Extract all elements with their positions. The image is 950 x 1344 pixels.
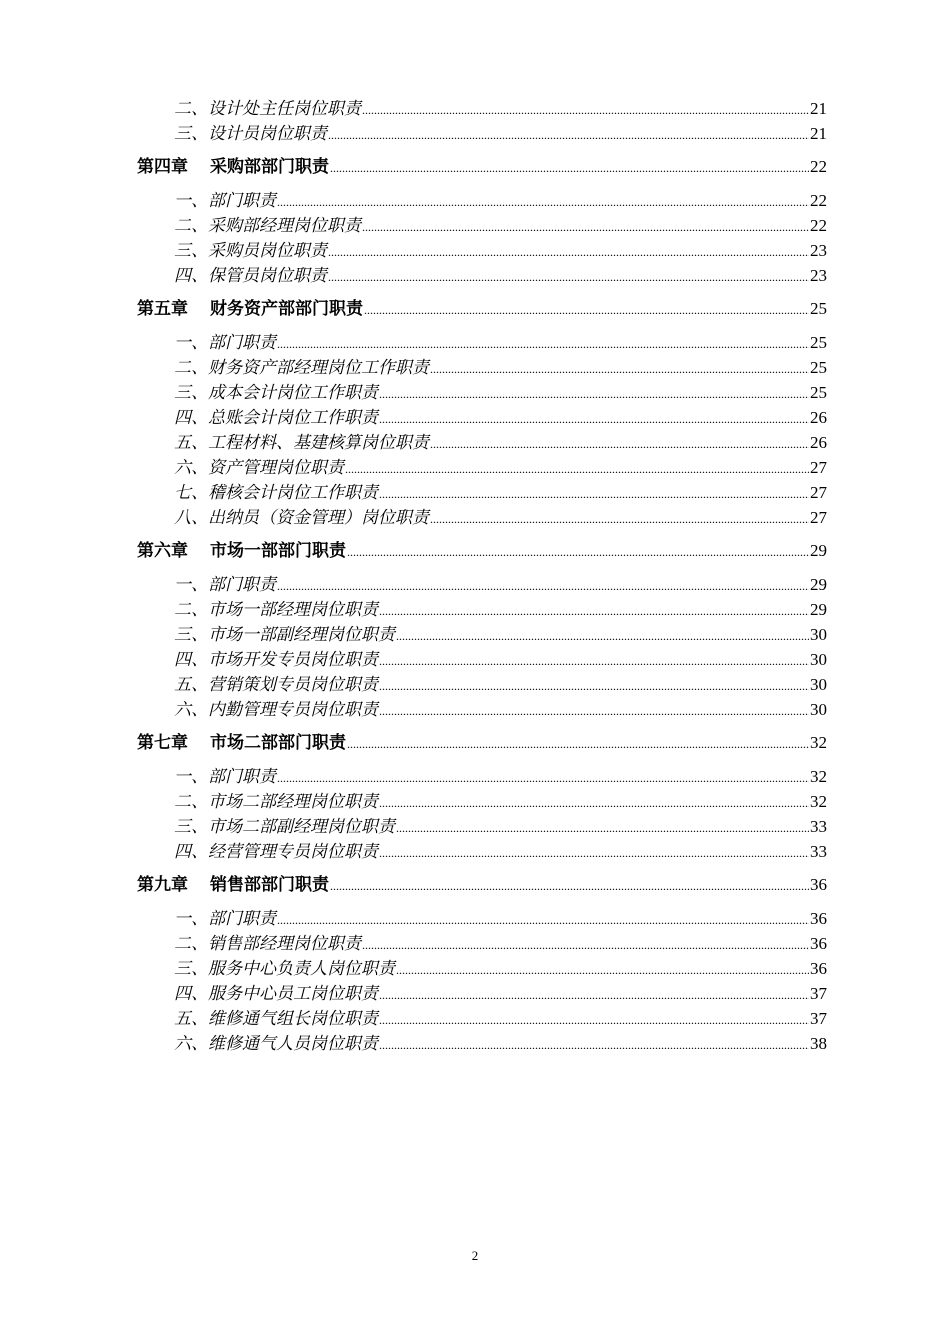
- dot-leader: [347, 732, 809, 757]
- section-title: 一、部门职责: [174, 767, 276, 786]
- toc-section-entry[interactable]: [0, 672, 827, 697]
- toc-section-entry[interactable]: [0, 355, 827, 380]
- dot-leader: [430, 357, 809, 382]
- toc-chapter-entry[interactable]: [0, 296, 827, 322]
- section-title: 四、保管员岗位职责: [174, 266, 327, 285]
- dot-leader: [379, 841, 809, 866]
- section-title: 一、部门职责: [174, 575, 276, 594]
- dot-leader: [379, 699, 809, 724]
- section-title: 二、市场二部经理岗位职责: [174, 792, 378, 811]
- section-title: 五、维修通气组长岗位职责: [174, 1009, 378, 1028]
- page-reference: 22: [810, 157, 827, 176]
- page-reference: 29: [810, 575, 827, 594]
- page-reference: 25: [810, 383, 827, 402]
- section-title: 四、总账会计岗位工作职责: [174, 408, 378, 427]
- dot-leader: [362, 933, 809, 958]
- page-reference: 30: [810, 625, 827, 644]
- toc-section-entry[interactable]: [0, 697, 827, 722]
- chapter-number: 第五章: [137, 299, 188, 318]
- chapter-number: 第四章: [137, 157, 188, 176]
- dot-leader: [379, 482, 809, 507]
- dot-leader: [362, 215, 809, 240]
- toc-section-entry[interactable]: [0, 956, 827, 981]
- page-reference: 22: [810, 191, 827, 210]
- dot-leader: [277, 766, 809, 791]
- toc-section-entry[interactable]: [0, 330, 827, 355]
- page-reference: 33: [810, 817, 827, 836]
- toc-section-entry[interactable]: [0, 96, 827, 121]
- toc-section-entry[interactable]: [0, 814, 827, 839]
- dot-leader: [277, 190, 809, 215]
- dot-leader: [330, 156, 809, 181]
- page-reference: 30: [810, 700, 827, 719]
- toc-section-entry[interactable]: [0, 263, 827, 288]
- chapter-number: 第六章: [137, 541, 188, 560]
- chapter-title: 市场二部部门职责: [210, 733, 346, 752]
- dot-leader: [396, 958, 809, 983]
- toc-section-entry[interactable]: [0, 931, 827, 956]
- section-title: 八、出纳员（资金管理）岗位职责: [174, 508, 429, 527]
- section-title: 一、部门职责: [174, 333, 276, 352]
- dot-leader: [379, 599, 809, 624]
- section-title: 三、服务中心负责人岗位职责: [174, 959, 395, 978]
- toc-chapter-entry[interactable]: [0, 538, 827, 564]
- page-reference: 29: [810, 541, 827, 560]
- dot-leader: [330, 874, 809, 899]
- toc-section-entry[interactable]: [0, 597, 827, 622]
- page-reference: 30: [810, 650, 827, 669]
- section-title: 五、工程材料、基建核算岗位职责: [174, 433, 429, 452]
- page-reference: 33: [810, 842, 827, 861]
- toc-section-entry[interactable]: [0, 839, 827, 864]
- toc-section-entry[interactable]: [0, 789, 827, 814]
- page-reference: 32: [810, 792, 827, 811]
- dot-leader: [328, 123, 809, 148]
- toc-section-entry[interactable]: [0, 480, 827, 505]
- dot-leader: [328, 265, 809, 290]
- toc-section-entry[interactable]: [0, 764, 827, 789]
- section-title: 二、财务资产部经理岗位工作职责: [174, 358, 429, 377]
- dot-leader: [396, 816, 809, 841]
- dot-leader: [328, 240, 809, 265]
- toc-section-entry[interactable]: [0, 405, 827, 430]
- dot-leader: [362, 98, 809, 123]
- dot-leader: [430, 507, 809, 532]
- page-reference: 23: [810, 266, 827, 285]
- section-title: 三、设计员岗位职责: [174, 124, 327, 143]
- toc-section-entry[interactable]: [0, 430, 827, 455]
- page-reference: 32: [810, 733, 827, 752]
- page-reference: 36: [810, 875, 827, 894]
- toc-section-entry[interactable]: [0, 1031, 827, 1056]
- dot-leader: [396, 624, 809, 649]
- section-title: 四、市场开发专员岗位职责: [174, 650, 378, 669]
- page-reference: 38: [810, 1034, 827, 1053]
- toc-section-entry[interactable]: [0, 981, 827, 1006]
- page-reference: 36: [810, 909, 827, 928]
- toc-section-entry[interactable]: [0, 505, 827, 530]
- dot-leader: [379, 674, 809, 699]
- chapter-number: 第九章: [137, 875, 188, 894]
- toc-section-entry[interactable]: [0, 213, 827, 238]
- section-title: 二、采购部经理岗位职责: [174, 216, 361, 235]
- dot-leader: [277, 908, 809, 933]
- chapter-title: 市场一部部门职责: [210, 541, 346, 560]
- page-reference: 32: [810, 767, 827, 786]
- page-reference: 37: [810, 984, 827, 1003]
- chapter-number: 第七章: [137, 733, 188, 752]
- section-title: 二、销售部经理岗位职责: [174, 934, 361, 953]
- section-title: 二、设计处主任岗位职责: [174, 99, 361, 118]
- toc-section-entry[interactable]: [0, 647, 827, 672]
- dot-leader: [430, 432, 809, 457]
- section-title: 六、资产管理岗位职责: [174, 458, 344, 477]
- toc-section-entry[interactable]: [0, 238, 827, 263]
- table-of-contents: [0, 96, 950, 1056]
- chapter-title: 采购部部门职责: [210, 157, 329, 176]
- toc-section-entry[interactable]: [0, 188, 827, 213]
- page-reference: 27: [810, 458, 827, 477]
- section-title: 三、市场二部副经理岗位职责: [174, 817, 395, 836]
- toc-section-entry[interactable]: [0, 380, 827, 405]
- toc-section-entry[interactable]: [0, 1006, 827, 1031]
- chapter-title: 财务资产部部门职责: [210, 299, 363, 318]
- chapter-title: 销售部部门职责: [210, 875, 329, 894]
- section-title: 六、内勤管理专员岗位职责: [174, 700, 378, 719]
- page-reference: 30: [810, 675, 827, 694]
- dot-leader: [379, 1008, 809, 1033]
- toc-chapter-entry[interactable]: [0, 154, 827, 180]
- dot-leader: [379, 983, 809, 1008]
- page-reference: 21: [810, 99, 827, 118]
- section-title: 三、采购员岗位职责: [174, 241, 327, 260]
- page-reference: 21: [810, 124, 827, 143]
- toc-chapter-entry[interactable]: [0, 872, 827, 898]
- toc-section-entry[interactable]: [0, 455, 827, 480]
- toc-section-entry[interactable]: [0, 622, 827, 647]
- toc-section-entry[interactable]: [0, 906, 827, 931]
- toc-chapter-entry[interactable]: [0, 730, 827, 756]
- dot-leader: [345, 457, 809, 482]
- toc-section-entry[interactable]: [0, 121, 827, 146]
- section-title: 五、营销策划专员岗位职责: [174, 675, 378, 694]
- section-title: 二、市场一部经理岗位职责: [174, 600, 378, 619]
- section-title: 一、部门职责: [174, 191, 276, 210]
- dot-leader: [379, 382, 809, 407]
- section-title: 一、部门职责: [174, 909, 276, 928]
- page-reference: 27: [810, 483, 827, 502]
- toc-section-entry[interactable]: [0, 572, 827, 597]
- dot-leader: [277, 574, 809, 599]
- section-title: 四、服务中心员工岗位职责: [174, 984, 378, 1003]
- page-reference: 25: [810, 358, 827, 377]
- page-reference: 37: [810, 1009, 827, 1028]
- section-title: 七、稽核会计岗位工作职责: [174, 483, 378, 502]
- dot-leader: [379, 791, 809, 816]
- page-reference: 36: [810, 959, 827, 978]
- dot-leader: [364, 298, 809, 323]
- dot-leader: [347, 540, 809, 565]
- page-reference: 27: [810, 508, 827, 527]
- page-number: 2: [471, 1248, 479, 1263]
- section-title: 三、成本会计岗位工作职责: [174, 383, 378, 402]
- page-reference: 26: [810, 433, 827, 452]
- page-reference: 22: [810, 216, 827, 235]
- section-title: 四、经营管理专员岗位职责: [174, 842, 378, 861]
- section-title: 六、维修通气人员岗位职责: [174, 1034, 378, 1053]
- page-reference: 29: [810, 600, 827, 619]
- page-reference: 36: [810, 934, 827, 953]
- dot-leader: [277, 332, 809, 357]
- dot-leader: [379, 407, 809, 432]
- section-title: 三、市场一部副经理岗位职责: [174, 625, 395, 644]
- dot-leader: [379, 649, 809, 674]
- page-reference: 25: [810, 333, 827, 352]
- page-reference: 25: [810, 299, 827, 318]
- page-reference: 26: [810, 408, 827, 427]
- dot-leader: [379, 1033, 809, 1058]
- page-reference: 23: [810, 241, 827, 260]
